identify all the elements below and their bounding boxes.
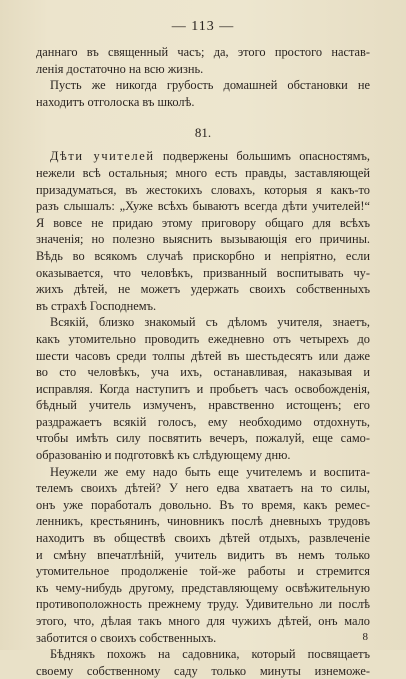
text-line: бѣдный учитель измученъ, нравственно истощенъ; его (36, 398, 370, 413)
text-line: заботится о своихъ собственныхъ. (36, 630, 217, 645)
section-paragraph-3 (36, 464, 370, 647)
text-line: Вѣдь во всякомъ случаѣ прискорбно и непріятно, если (36, 248, 370, 263)
text-line: Бѣднякъ похожъ на садовника, который посвящаетъ (50, 647, 370, 662)
text-line: Пусть же никогда грубость домашней обстановки не (50, 78, 370, 93)
intro-paragraph-2 (36, 77, 370, 110)
text-line: Всякій, близко знакомый съ дѣломъ учителя, знаетъ, (50, 315, 370, 330)
section-paragraph-4 (36, 646, 370, 679)
text-line: исправляя. Когда наступитъ и пробьетъ часъ освобожденія, (36, 381, 370, 396)
text-line: находитъ отголоска въ школѣ. (36, 94, 195, 109)
text-line: призадуматься, въ жестокихъ словахъ, которыя я какъ-то (36, 182, 370, 197)
text-line: телемъ своихъ дѣтей? У него едва хватаетъ на то силы, (36, 481, 370, 496)
printer-signature-mark: 8 (362, 631, 368, 643)
text-line: раздражаетъ всякій голосъ, ему необходимо отдохнуть, (36, 414, 370, 429)
text-line: находитъ въ обществѣ своихъ дѣтей отдыхъ, развлеченіе (36, 531, 370, 546)
intro-paragraph-1 (36, 44, 370, 77)
lead-rest-text: подвержены большимъ опасностямъ, (154, 149, 370, 164)
text-line: жихъ дѣтей, не можетъ удержать своихъ собственныхъ (36, 282, 370, 297)
text-line: значенія; но полезно выяснить вызывающія его причины. (36, 232, 370, 247)
text-line: противоположность прежнему труду. Удивительно ли послѣ (36, 597, 370, 612)
text-line: какъ утомительно проводить ежедневно отъ четырехъ до (36, 331, 370, 346)
text-line: шести часовъ среди толпы дѣтей въ шестьдесятъ или даже (36, 348, 370, 363)
text-line: даннаго въ священный часъ; да, этого простого настав- (36, 45, 370, 59)
text-line: нежели всѣ остальныя; много есть правды, заставляющей (36, 165, 370, 180)
section-number: 81. (194, 125, 212, 141)
text-line: къ чему-нибудь другому, представляющему освѣжительную (36, 580, 370, 595)
text-line: Я вовсе не придаю этому приговору общаго для всѣхъ (36, 215, 370, 230)
text-line: въ страхѣ Господнемъ. (36, 298, 157, 313)
text-line: этого, что, дѣлая такъ много для чужихъ дѣтей, онъ мало (36, 614, 370, 628)
text-line: онъ уже поработалъ довольно. Въ то время, какъ ремес- (36, 497, 370, 512)
text-line: во сто человѣкъ, уча ихъ, останавливая, наказывая и (36, 365, 370, 380)
text-line: и смѣну впечатлѣній, учитель видитъ въ немъ только (36, 547, 370, 562)
text-line: своему собственному саду только минуты изнеможе- (36, 663, 370, 678)
text-line: чтобы имѣть силу посвятить вечеръ, пожалуй, еще само- (36, 431, 370, 446)
section-paragraph-2 (36, 314, 370, 463)
text-line: утомительное продолженіе той-же работы и стремится (36, 564, 370, 579)
page-number: — 113 — (171, 19, 235, 34)
text-line (36, 148, 370, 165)
text-line: оказывается, что человѣкъ, призванный воспитывать чу- (36, 265, 370, 280)
text-line: разъ слышалъ: „Хуже всѣхъ бываютъ всегда дѣти учителей!“ (36, 199, 370, 214)
text-line: ленія достаточно на всю жизнь. (36, 61, 204, 76)
text-line: ленникъ, крестьянинъ, чиновникъ послѣ дневныхъ трудовъ (36, 514, 370, 529)
text-line: образованію и подготовкѣ къ слѣдующему дню. (36, 448, 291, 463)
section-paragraph-1 (36, 148, 370, 314)
text-line: Неужели же ему надо быть еще учителемъ и воспита- (50, 464, 370, 479)
lead-spaced-text: Дѣти учителей (50, 149, 155, 164)
